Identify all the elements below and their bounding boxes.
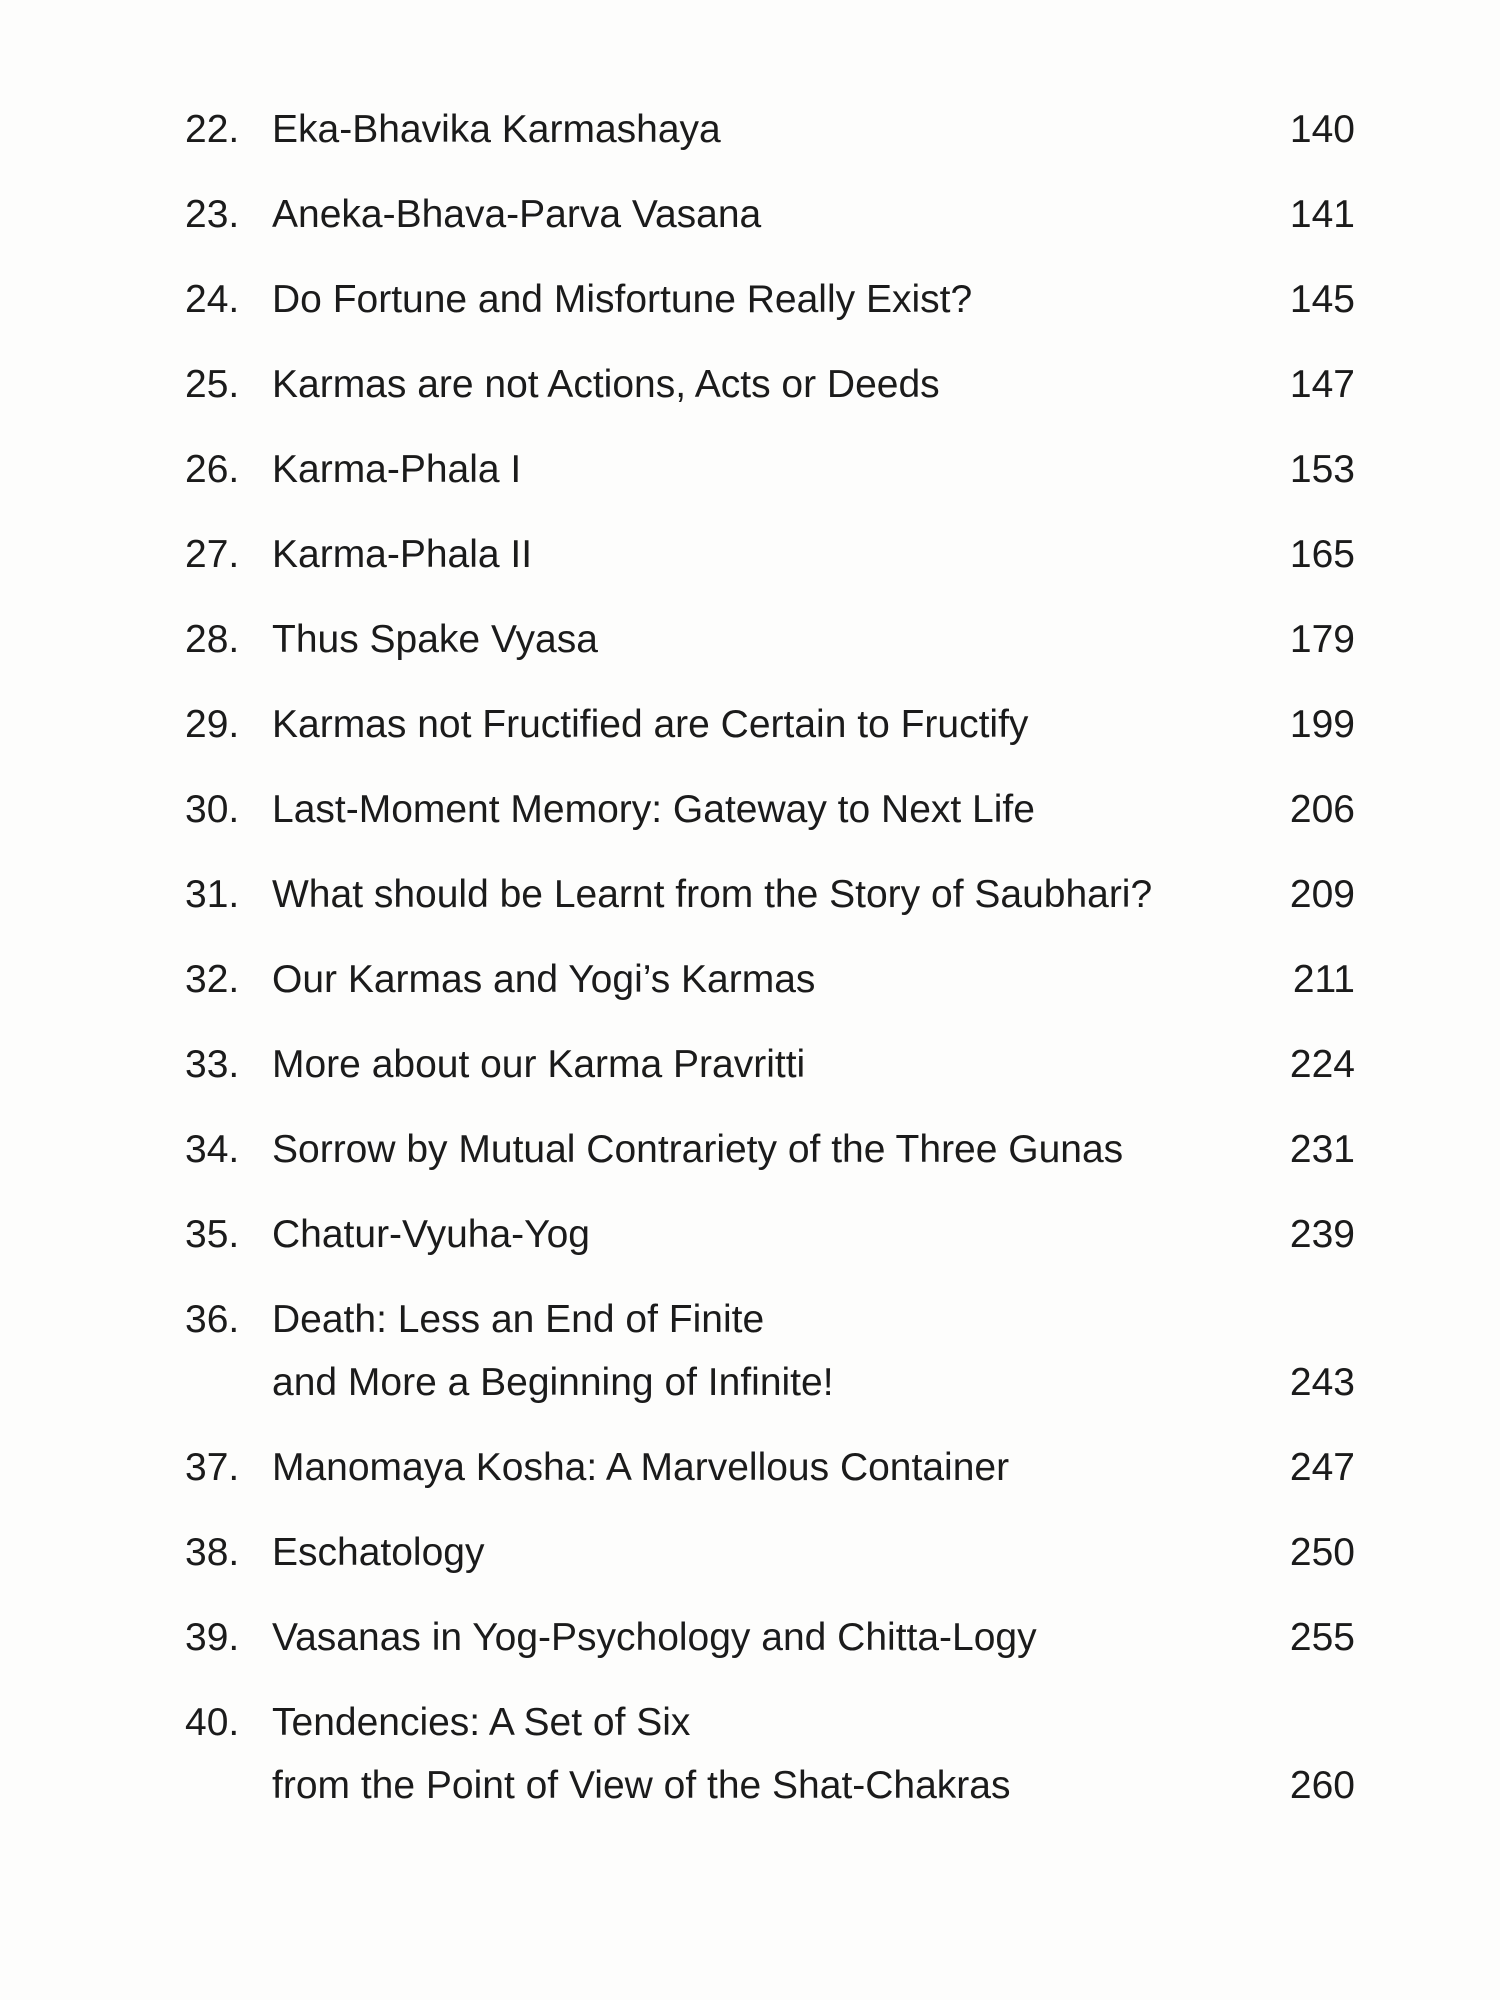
chapter-title-line: Karma-Phala I [272, 448, 522, 491]
chapter-title-line: Last-Moment Memory: Gateway to Next Life [272, 788, 1035, 831]
toc-entry [185, 785, 1355, 870]
chapter-title [272, 1698, 1262, 1824]
chapter-number: 24. [185, 278, 240, 321]
toc-entry [185, 1040, 1355, 1125]
chapter-number: 25. [185, 363, 240, 406]
chapter-title-line: Karmas are not Actions, Acts or Deeds [272, 363, 940, 406]
page-number: 141 [1289, 193, 1355, 236]
toc-entry [185, 1698, 1355, 1846]
chapter-title [272, 445, 1262, 508]
toc-entry [185, 870, 1355, 955]
chapter-title [272, 1613, 1262, 1676]
page-number: 165 [1289, 533, 1355, 576]
chapter-number: 30. [185, 788, 240, 831]
chapter-title [272, 615, 1262, 678]
chapter-title [272, 275, 1262, 338]
chapter-title [272, 530, 1262, 593]
toc-entry [185, 275, 1355, 360]
chapter-title-line: Manomaya Kosha: A Marvellous Container [272, 1446, 1010, 1489]
chapter-number: 26. [185, 448, 240, 491]
page-number: 247 [1289, 1446, 1355, 1489]
page-number: 179 [1289, 618, 1355, 661]
chapter-title-line: Eschatology [272, 1531, 485, 1574]
chapter-title-line: Sorrow by Mutual Contrariety of the Three Gunas [272, 1128, 1124, 1171]
chapter-title [272, 1125, 1262, 1188]
page-number: 211 [1292, 958, 1355, 1001]
chapter-title [272, 1528, 1262, 1591]
chapter-number: 38. [185, 1531, 240, 1574]
chapter-number: 40. [185, 1701, 240, 1744]
chapter-number: 34. [185, 1128, 240, 1171]
chapter-title [272, 870, 1262, 933]
page-number: 140 [1289, 108, 1355, 151]
chapter-title-line: Karma-Phala II [272, 533, 533, 576]
chapter-title [272, 190, 1262, 253]
chapter-number: 28. [185, 618, 240, 661]
chapter-title [272, 700, 1262, 763]
toc-entry [185, 1443, 1355, 1528]
toc-entry [185, 360, 1355, 445]
chapter-title [272, 360, 1262, 423]
page-number: 260 [1289, 1764, 1355, 1807]
chapter-title [272, 1210, 1262, 1273]
chapter-title-line: Aneka-Bhava-Parva Vasana [272, 193, 762, 236]
chapter-title-line: Tendencies: A Set of Six [272, 1701, 691, 1744]
page-number: 145 [1289, 278, 1355, 321]
page-number: 250 [1289, 1531, 1355, 1574]
chapter-title-line: and More a Beginning of Infinite! [272, 1361, 834, 1404]
toc-entry [185, 445, 1355, 530]
chapter-title [272, 785, 1262, 848]
chapter-number: 31. [185, 873, 240, 916]
chapter-title-line: Our Karmas and Yogi’s Karmas [272, 958, 816, 1001]
chapter-number: 23. [185, 193, 240, 236]
page-number: 243 [1289, 1361, 1355, 1404]
chapter-number: 22. [185, 108, 240, 151]
page-number: 209 [1289, 873, 1355, 916]
chapter-title [272, 105, 1262, 168]
chapter-number: 33. [185, 1043, 240, 1086]
page-number: 206 [1289, 788, 1355, 831]
chapter-title-line: from the Point of View of the Shat-Chakras [272, 1764, 1011, 1807]
toc-entry [185, 615, 1355, 700]
table-of-contents [185, 105, 1355, 1846]
toc-entry [185, 1528, 1355, 1613]
chapter-number: 35. [185, 1213, 240, 1256]
toc-entry [185, 1125, 1355, 1210]
chapter-number: 29. [185, 703, 240, 746]
chapter-title [272, 1443, 1262, 1506]
page-number: 224 [1289, 1043, 1355, 1086]
chapter-title-line: Chatur-Vyuha-Yog [272, 1213, 590, 1256]
toc-entry [185, 190, 1355, 275]
page-number: 239 [1289, 1213, 1355, 1256]
chapter-title-line: Death: Less an End of Finite [272, 1298, 765, 1341]
chapter-title-line: Do Fortune and Misfortune Really Exist? [272, 278, 973, 321]
page-number: 199 [1289, 703, 1355, 746]
chapter-number: 36. [185, 1298, 240, 1341]
page-number: 255 [1289, 1616, 1355, 1659]
chapter-title-line: Vasanas in Yog-Psychology and Chitta-Logy [272, 1616, 1037, 1659]
toc-entry [185, 530, 1355, 615]
chapter-number: 37. [185, 1446, 240, 1489]
chapter-title-line: Eka-Bhavika Karmashaya [272, 108, 721, 151]
chapter-title-line: Karmas not Fructified are Certain to Fructify [272, 703, 1029, 746]
toc-entry [185, 105, 1355, 190]
toc-entry [185, 1210, 1355, 1295]
page-number: 153 [1289, 448, 1355, 491]
page-number: 231 [1289, 1128, 1355, 1171]
chapter-title-line: What should be Learnt from the Story of Saubhari? [272, 873, 1153, 916]
chapter-title [272, 1040, 1262, 1103]
chapter-title [272, 1295, 1262, 1421]
toc-entry [185, 1295, 1355, 1443]
chapter-title [272, 955, 1262, 1018]
toc-entry [185, 955, 1355, 1040]
chapter-number: 32. [185, 958, 240, 1001]
chapter-title-line: Thus Spake Vyasa [272, 618, 598, 661]
toc-entry [185, 700, 1355, 785]
chapter-title-line: More about our Karma Pravritti [272, 1043, 806, 1086]
chapter-number: 27. [185, 533, 240, 576]
chapter-number: 39. [185, 1616, 240, 1659]
page-number: 147 [1289, 363, 1355, 406]
toc-entry [185, 1613, 1355, 1698]
